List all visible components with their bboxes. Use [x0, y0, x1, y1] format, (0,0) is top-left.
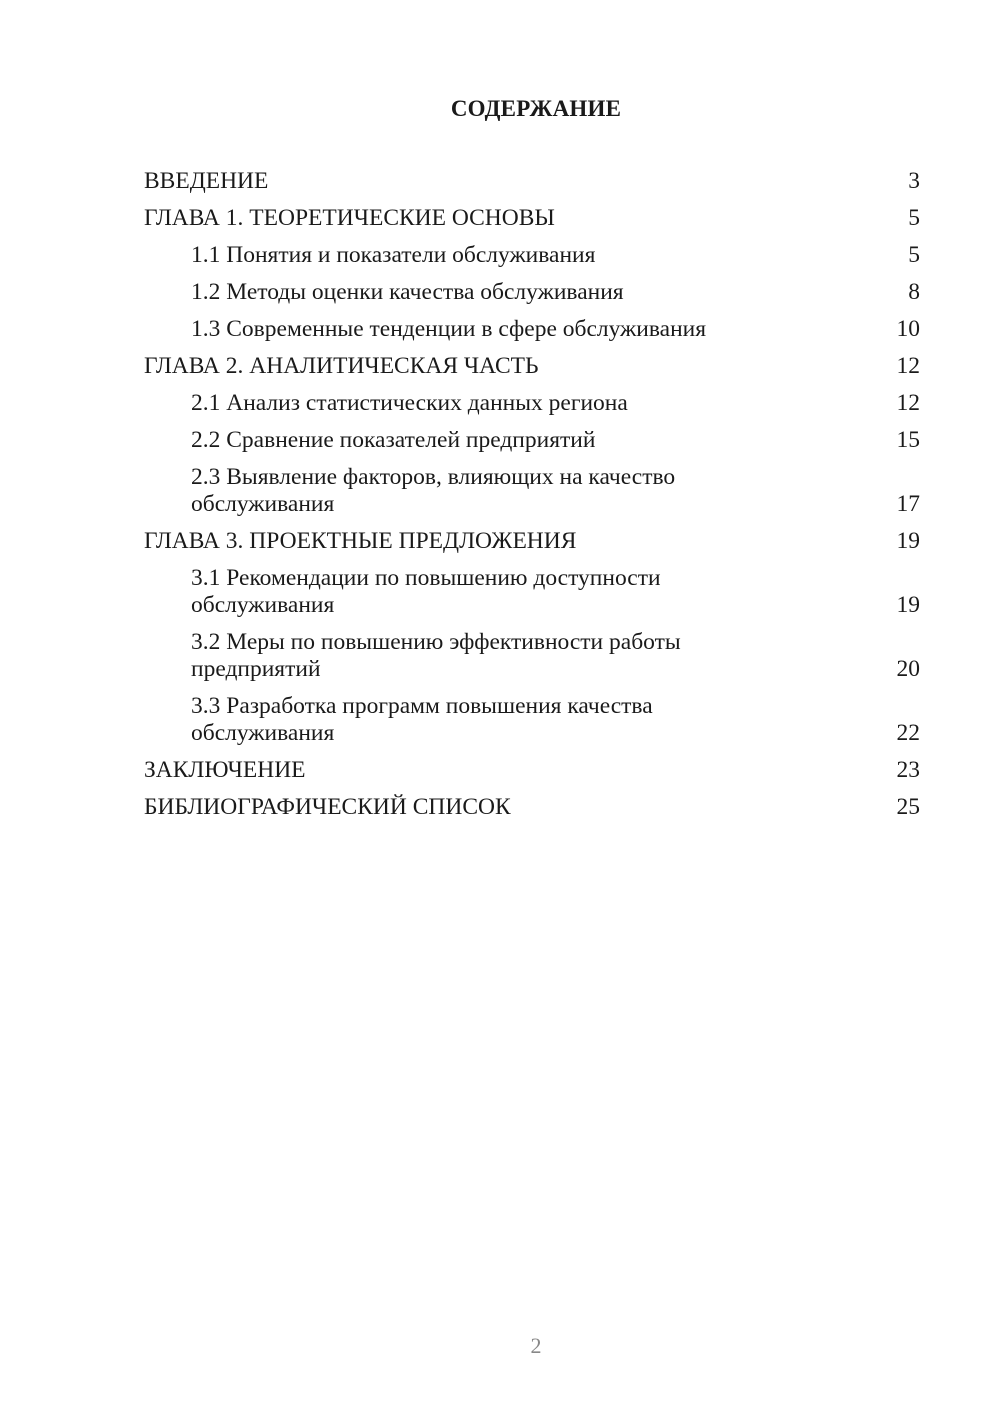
toc-entry-label: 2.3 Выявление факторов, влияющих на качество обслуживания — [191, 464, 676, 517]
toc-entry-label: ГЛАВА 1. ТЕОРЕТИЧЕСКИЕ ОСНОВЫ — [144, 205, 555, 231]
toc-entry-page: 17 — [896, 491, 920, 517]
toc-entry-section-3-1[interactable] — [144, 565, 920, 629]
toc-entry-page: 22 — [896, 720, 920, 746]
toc-entry-label: БИБЛИОГРАФИЧЕСКИЙ СПИСОК — [144, 794, 511, 820]
toc-entry-label: 1.1 Понятия и показатели обслуживания — [191, 242, 596, 268]
toc-entry-section-1-2[interactable] — [144, 279, 920, 316]
toc-entry-section-2-3[interactable] — [144, 464, 920, 528]
table-of-contents — [144, 168, 920, 831]
toc-entry-chapter-1[interactable] — [144, 205, 920, 242]
toc-title: СОДЕРЖАНИЕ — [450, 96, 622, 121]
toc-entry-label: ГЛАВА 3. ПРОЕКТНЫЕ ПРЕДЛОЖЕНИЯ — [144, 528, 577, 554]
page-number: 2 — [530, 1333, 542, 1358]
toc-entry-page: 19 — [896, 528, 920, 554]
toc-entry-label: 1.2 Методы оценки качества обслуживания — [191, 279, 624, 305]
toc-entry-label: ВВЕДЕНИЕ — [144, 168, 269, 194]
toc-entry-page: 23 — [896, 757, 920, 783]
toc-entry-page: 25 — [896, 794, 920, 820]
toc-entry-page: 5 — [908, 242, 920, 268]
toc-entry-section-1-3[interactable] — [144, 316, 920, 353]
toc-entry-conclusion[interactable] — [144, 757, 920, 794]
toc-entry-page: 5 — [908, 205, 920, 231]
toc-entry-section-1-1[interactable] — [144, 242, 920, 279]
toc-entry-introduction[interactable] — [144, 168, 920, 205]
toc-entry-label: ЗАКЛЮЧЕНИЕ — [144, 757, 306, 783]
toc-entry-label: 2.2 Сравнение показателей предприятий — [191, 427, 596, 453]
toc-entry-section-3-2[interactable] — [144, 629, 920, 693]
toc-entry-section-3-3[interactable] — [144, 693, 920, 757]
toc-entry-label: 3.1 Рекомендации по повышению доступности обслуживания — [191, 565, 661, 618]
toc-entry-bibliography[interactable] — [144, 794, 920, 831]
toc-entry-section-2-1[interactable] — [144, 390, 920, 427]
toc-entry-section-2-2[interactable] — [144, 427, 920, 464]
toc-entry-page: 19 — [896, 592, 920, 618]
toc-entry-page: 20 — [896, 656, 920, 682]
toc-entry-page: 10 — [896, 316, 920, 342]
toc-entry-label: ГЛАВА 2. АНАЛИТИЧЕСКАЯ ЧАСТЬ — [144, 353, 539, 379]
toc-entry-page: 12 — [896, 353, 920, 379]
toc-entry-label: 3.2 Меры по повышению эффективности работы предприятий — [191, 629, 681, 682]
toc-entry-label: 2.1 Анализ статистических данных региона — [191, 390, 628, 416]
toc-entry-label: 3.3 Разработка программ повышения качества обслуживания — [191, 693, 653, 746]
toc-entry-page: 3 — [908, 168, 920, 194]
toc-entry-label: 1.3 Современные тенденции в сфере обслуживания — [191, 316, 707, 342]
toc-entry-page: 12 — [896, 390, 920, 416]
toc-entry-page: 15 — [896, 427, 920, 453]
toc-entry-chapter-3[interactable] — [144, 528, 920, 565]
toc-entry-chapter-2[interactable] — [144, 353, 920, 390]
toc-entry-page: 8 — [908, 279, 920, 305]
